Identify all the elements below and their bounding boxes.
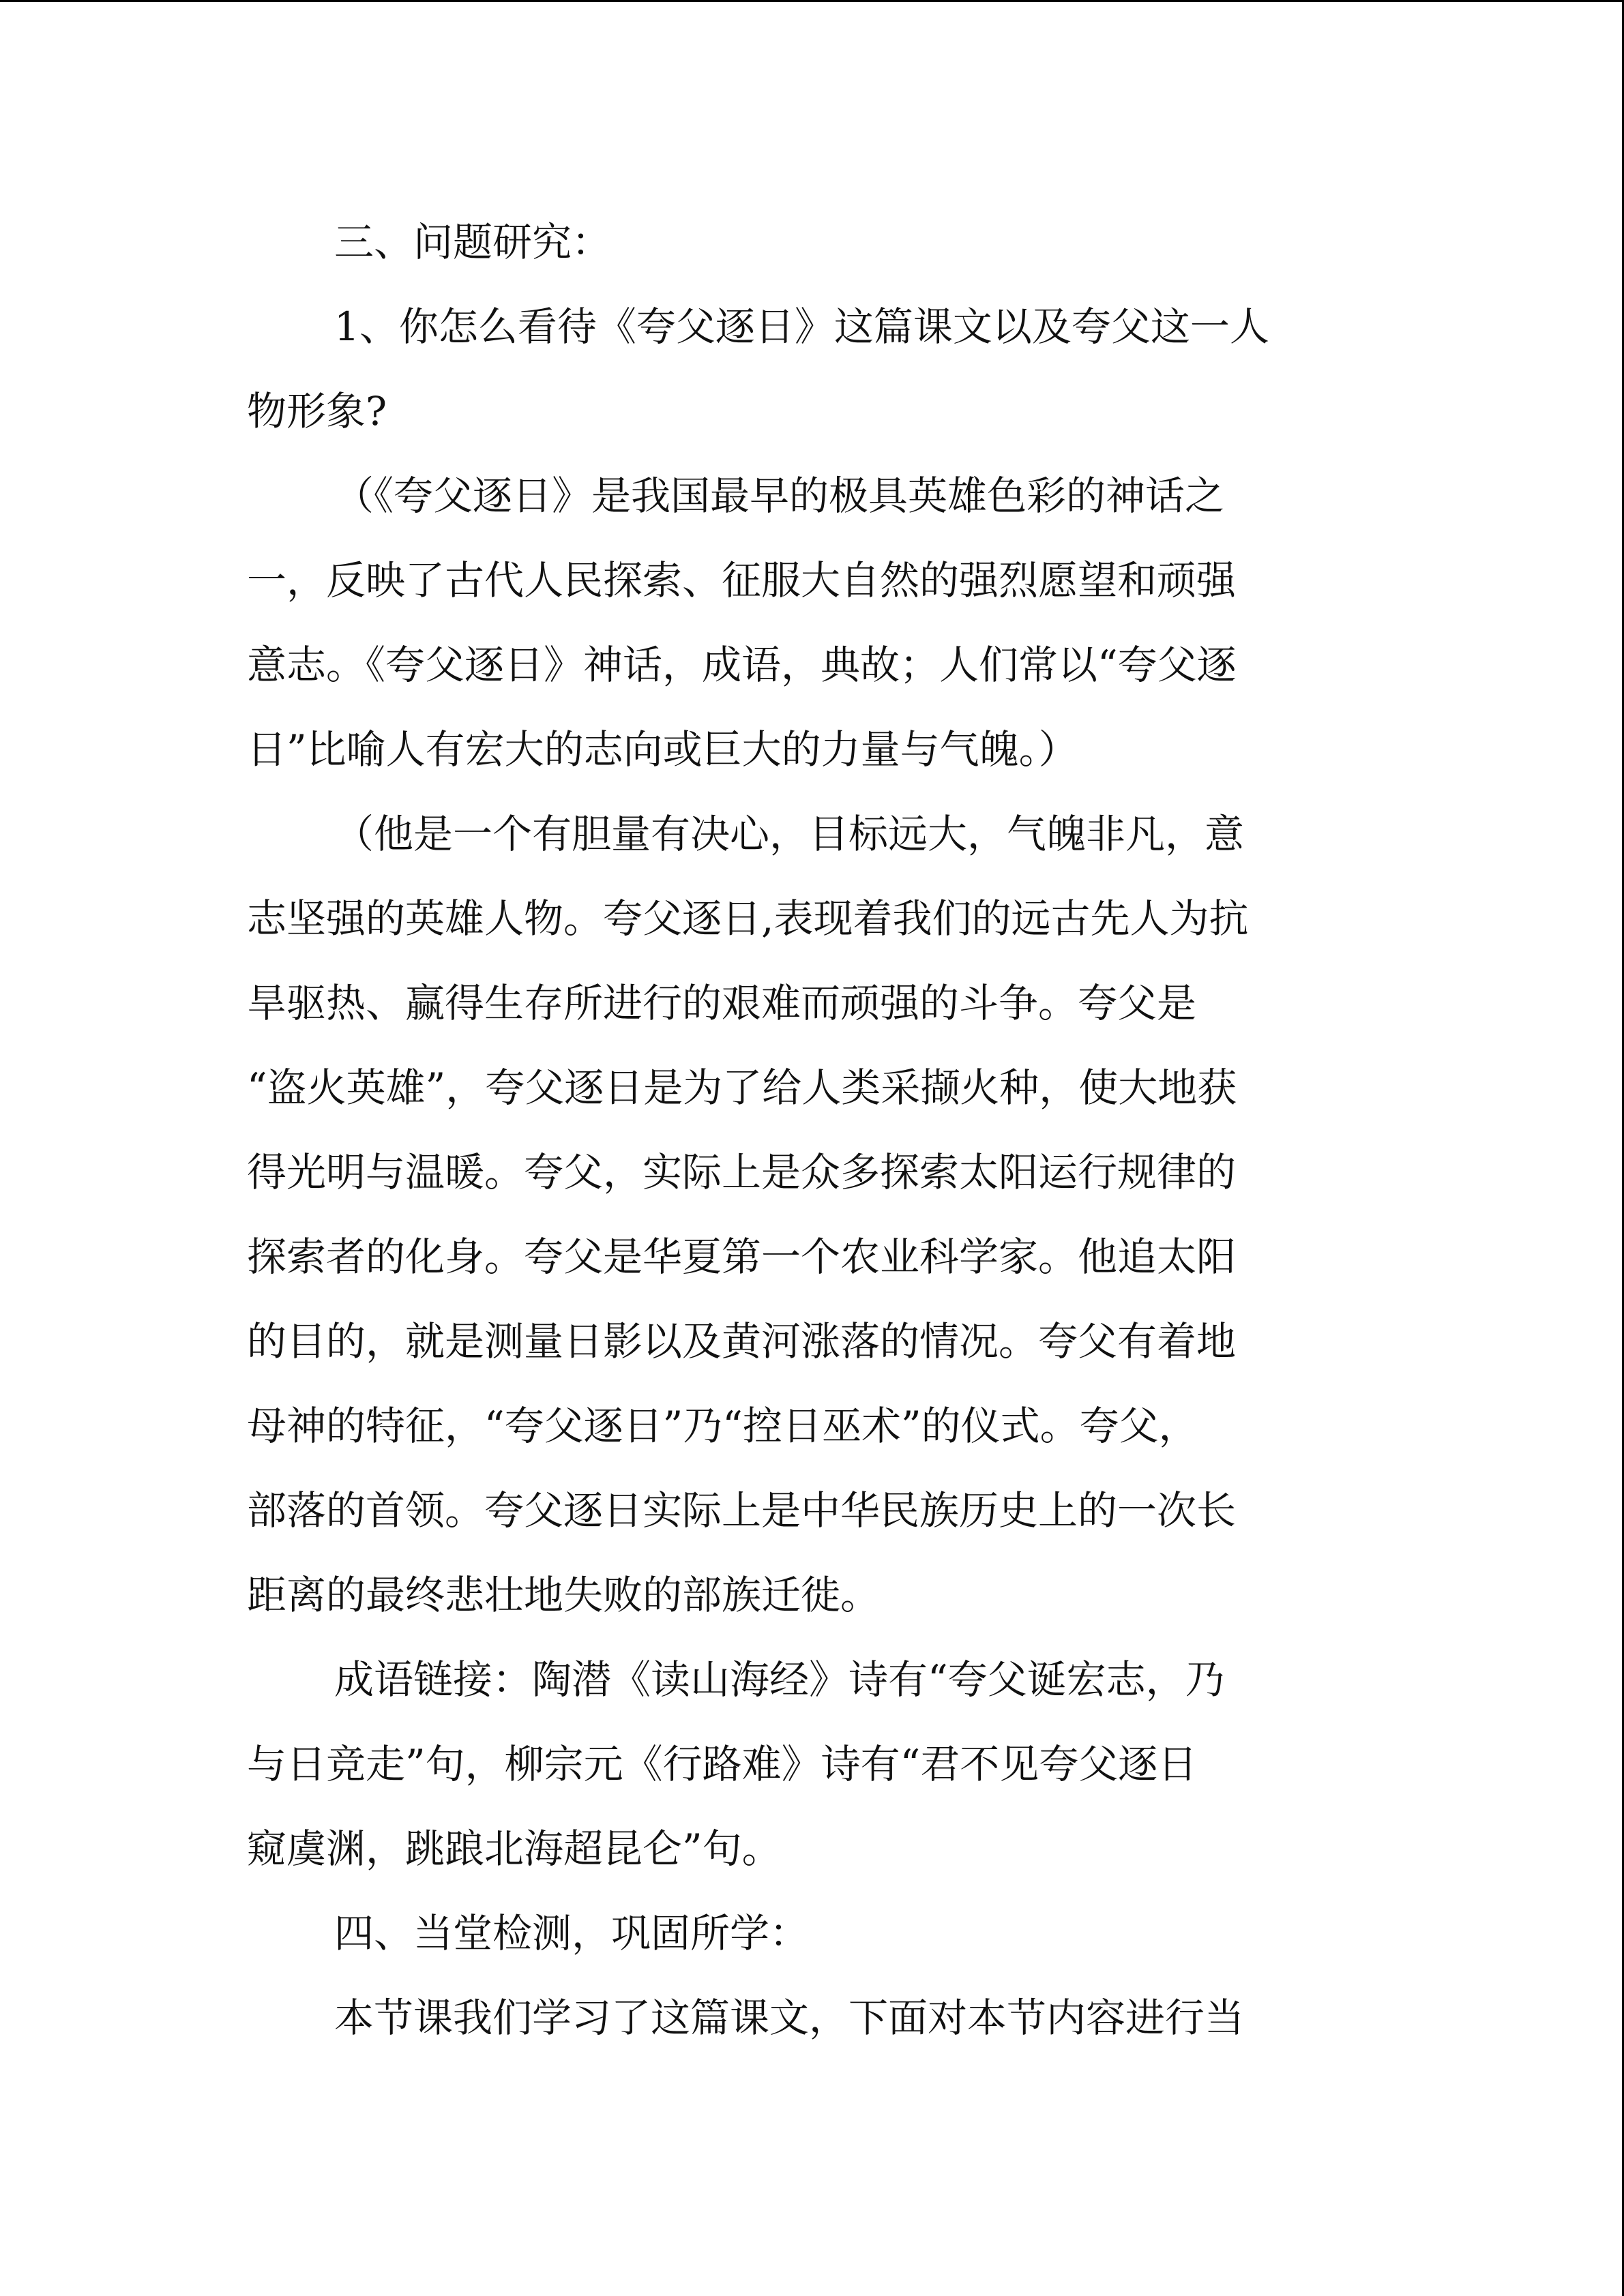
answer-paragraph-2-line-8: 母神的特征，“夸父逐日”乃“控日巫术”的仪式。夸父， [247, 1403, 1198, 1449]
answer-paragraph-2-line-3: 旱驱热、赢得生存所进行的艰难而顽强的斗争。夸父是 [247, 980, 1197, 1026]
answer-paragraph-2-line-9: 部落的首领。夸父逐日实际上是中华民族历史上的一次长 [247, 1487, 1237, 1534]
answer-paragraph-2-line-1: （他是一个有胆量有决心，目标远大，气魄非凡，意 [334, 811, 1245, 857]
question-1-line-1: 1、你怎么看待《夸父逐日》这篇课文以及夸父这一人 [334, 303, 1269, 350]
section-heading-in-class-test: 四、当堂检测，巩固所学： [334, 1910, 810, 1956]
answer-paragraph-2-line-6: 探索者的化身。夸父是华夏第一个农业科学家。他追太阳 [247, 1234, 1237, 1280]
answer-paragraph-1-line-3: 意志。《夸父逐日》神话，成语，典故；人们常以“夸父逐 [247, 642, 1237, 688]
idiom-link-line-2: 与日竞走”句，柳宗元《行路难》诗有“君不见夸父逐日 [247, 1741, 1198, 1787]
idiom-link-line-3: 窥虞渊，跳踉北海超昆仑”句。 [247, 1825, 782, 1872]
answer-paragraph-2-line-10: 距离的最终悲壮地失败的部族迁徙。 [247, 1572, 881, 1618]
in-class-test-line-1: 本节课我们学习了这篇课文，下面对本节内容进行当 [334, 1995, 1245, 2041]
idiom-link-line-1: 成语链接：陶潜《读山海经》诗有“夸父诞宏志，乃 [334, 1656, 1225, 1703]
answer-paragraph-1-line-2: 一，反映了古代人民探索、征服大自然的强烈愿望和顽强 [247, 557, 1237, 603]
answer-paragraph-2-line-4: “盗火英雄”，夸父逐日是为了给人类采撷火种，使大地获 [247, 1064, 1237, 1111]
answer-paragraph-1-line-4: 日”比喻人有宏大的志向或巨大的力量与气魄。） [247, 726, 1078, 773]
answer-paragraph-2-line-5: 得光明与温暖。夸父，实际上是众多探索太阳运行规律的 [247, 1149, 1237, 1195]
answer-paragraph-2-line-7: 的目的，就是测量日影以及黄河涨落的情况。夸父有着地 [247, 1318, 1237, 1365]
question-1-line-2: 物形象? [247, 388, 387, 434]
answer-paragraph-1-line-1: （《夸父逐日》是我国最早的极具英雄色彩的神话之 [334, 473, 1225, 519]
answer-paragraph-2-line-2: 志坚强的英雄人物。夸父逐日,表现着我们的远古先人为抗 [247, 895, 1249, 942]
document-body [247, 200, 1365, 2060]
section-heading-problem-research: 三、问题研究： [334, 219, 612, 265]
